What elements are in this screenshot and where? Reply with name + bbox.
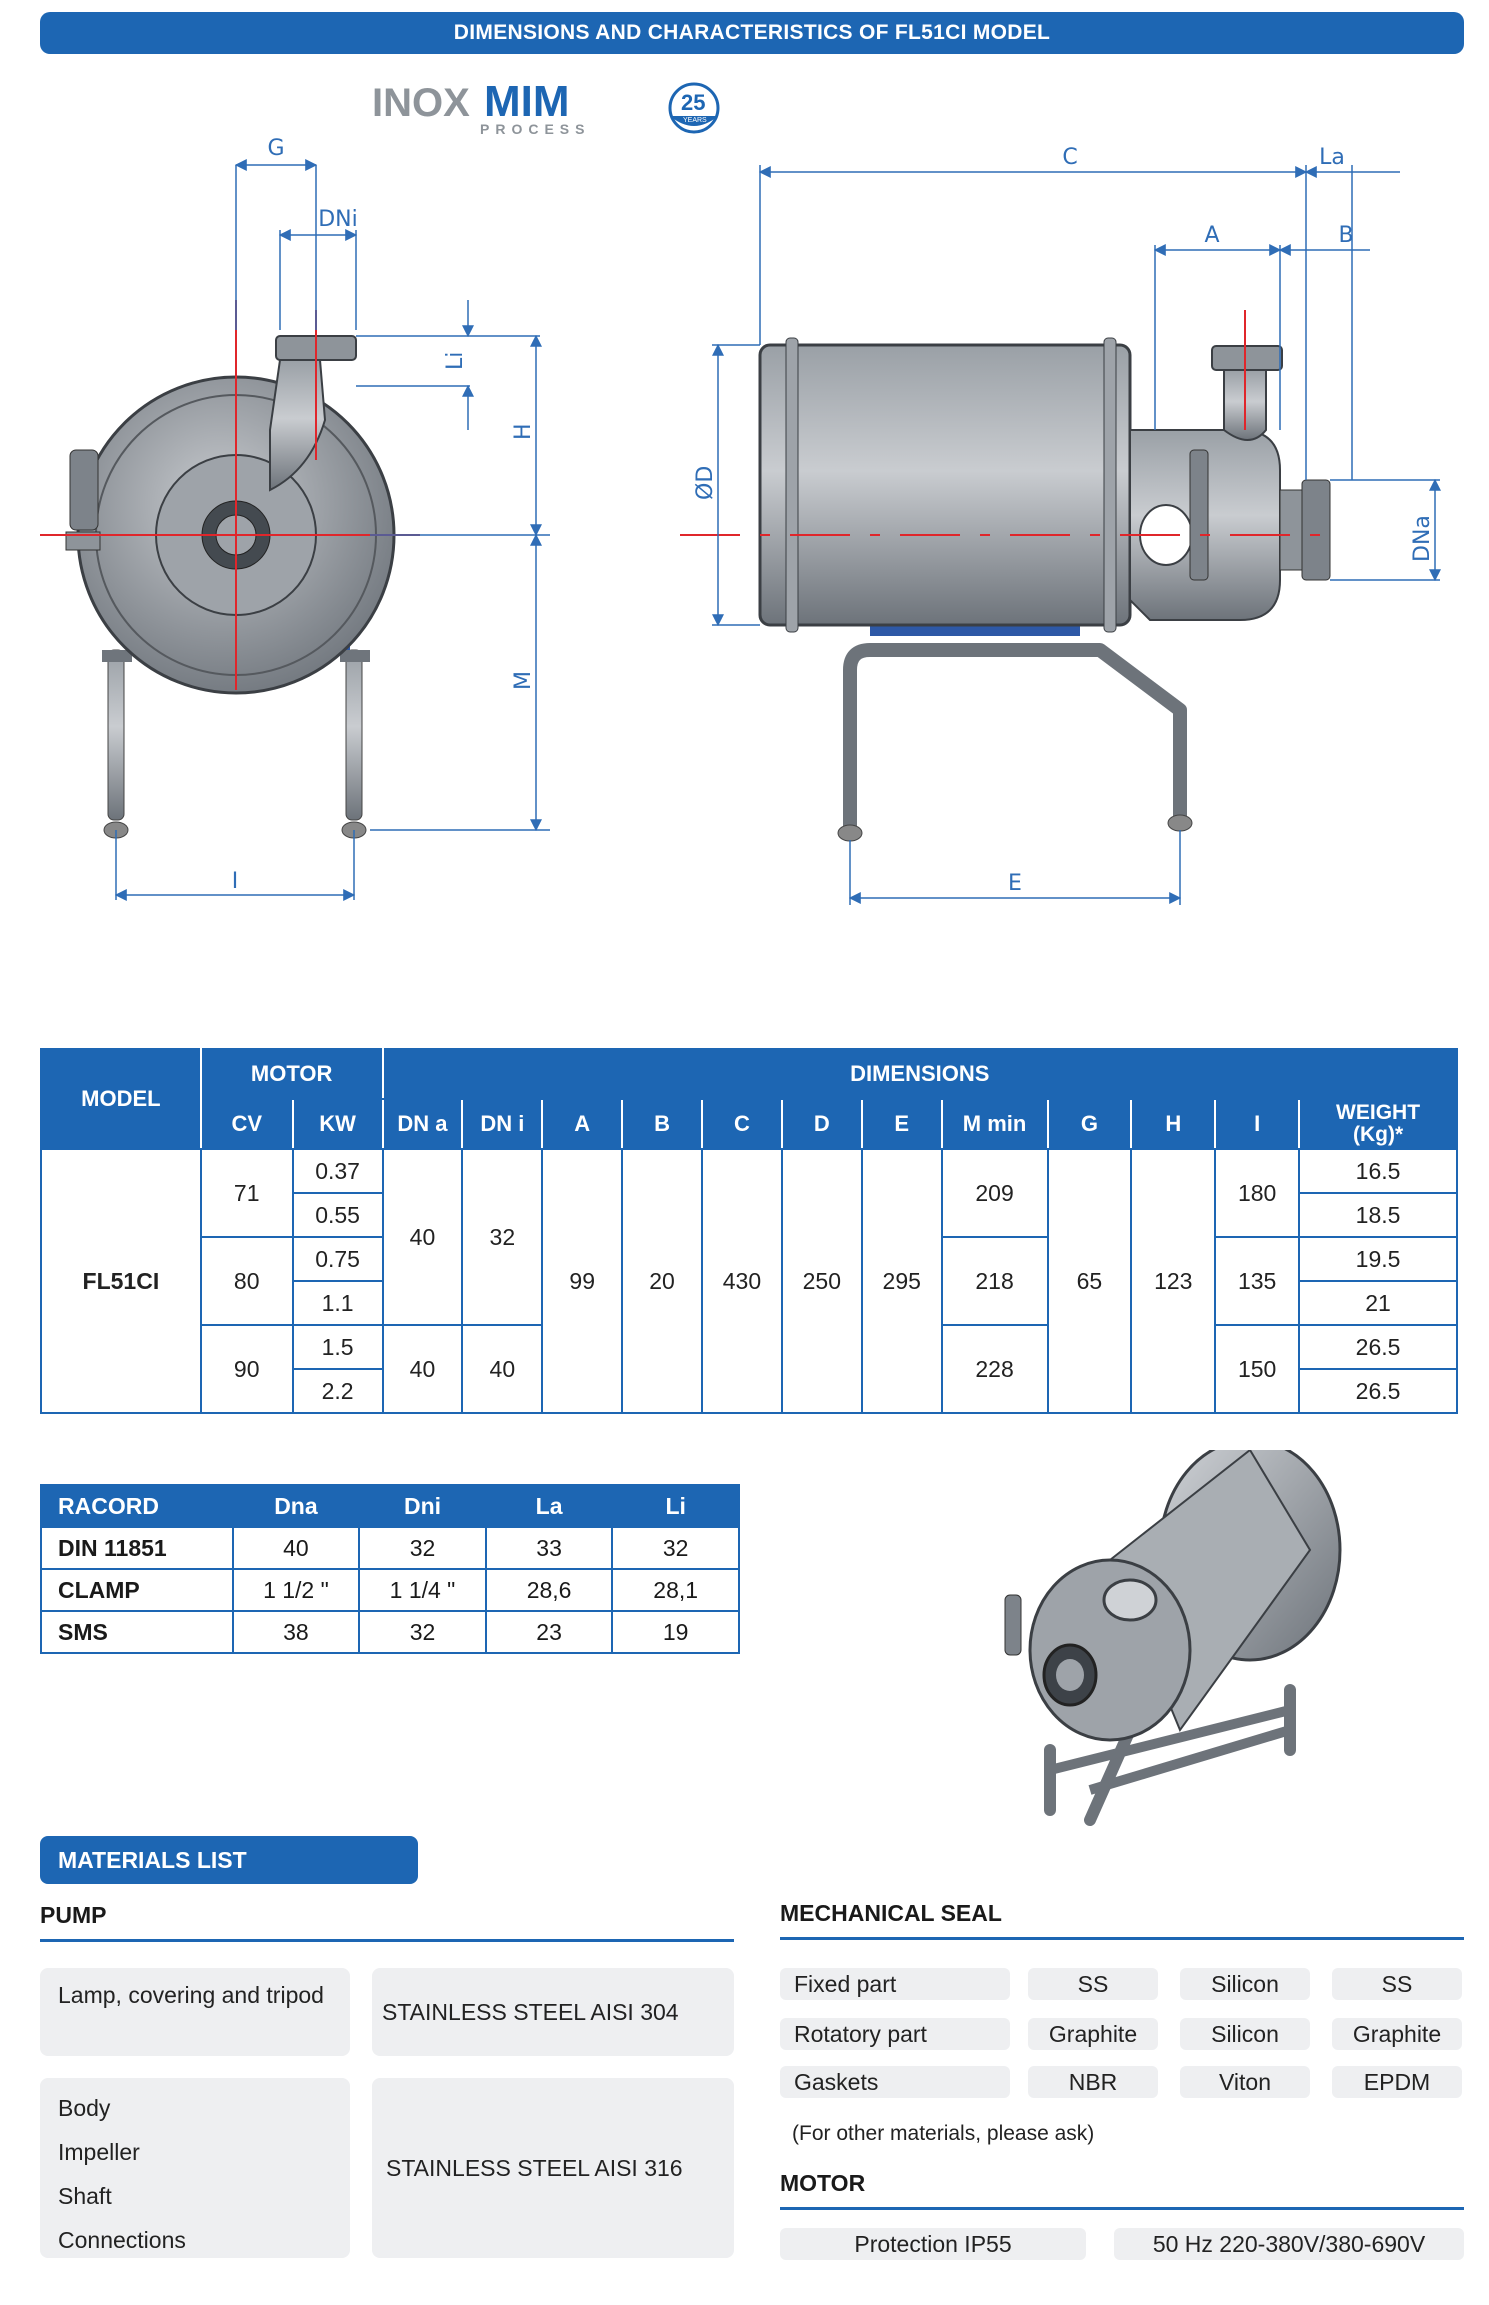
dim-label-a: A <box>1204 223 1220 248</box>
kw-cell: 1.5 <box>293 1325 383 1369</box>
cv-cell: 80 <box>201 1237 293 1325</box>
list-item: Shaft <box>58 2183 112 2209</box>
dim-label-li: Li <box>443 351 468 370</box>
header-motor: MOTOR <box>201 1049 383 1099</box>
seal-row-label: Rotatory part <box>780 2018 1010 2050</box>
motor-protection: Protection IP55 <box>780 2228 1086 2260</box>
header-h: H <box>1131 1099 1215 1149</box>
kw-cell: 0.75 <box>293 1237 383 1281</box>
i-cell: 150 <box>1215 1325 1299 1413</box>
pump-divider <box>40 1939 734 1942</box>
header-weight: WEIGHT (Kg)* <box>1299 1099 1457 1149</box>
dim-label-od: ØD <box>693 465 718 500</box>
dimensions-table <box>40 1048 1458 1414</box>
motor-voltage: 50 Hz 220-380V/380-690V <box>1114 2228 1464 2260</box>
header-i: I <box>1215 1099 1299 1149</box>
header-dna: DN a <box>383 1099 463 1149</box>
cv-cell: 90 <box>201 1325 293 1413</box>
logo-brand-left: INOX <box>372 81 470 125</box>
motor-divider <box>780 2207 1464 2210</box>
b-cell: 20 <box>622 1149 702 1413</box>
dni-cell: 32 <box>462 1149 542 1325</box>
weight-cell: 26.5 <box>1299 1369 1457 1413</box>
seal-cell: Silicon <box>1180 1968 1310 2000</box>
g-cell: 65 <box>1048 1149 1132 1413</box>
page-title: DIMENSIONS AND CHARACTERISTICS OF FL51CI MODEL <box>40 12 1464 54</box>
kw-cell: 2.2 <box>293 1369 383 1413</box>
materials-list-title: MATERIALS LIST <box>40 1836 418 1884</box>
kw-cell: 1.1 <box>293 1281 383 1325</box>
header-dni: DN i <box>462 1099 542 1149</box>
weight-cell: 16.5 <box>1299 1149 1457 1193</box>
logo-brand-right: MIM <box>484 77 570 126</box>
seal-cell: Graphite <box>1332 2018 1462 2050</box>
table-row: DIN 11851 40 32 33 32 <box>41 1527 739 1569</box>
seal-divider <box>780 1937 1464 1940</box>
racord-header: Dna <box>233 1485 360 1527</box>
side-view <box>680 145 1440 905</box>
dni-cell: 40 <box>462 1325 542 1413</box>
logo-badge: 25 <box>681 90 706 115</box>
front-view <box>40 136 550 900</box>
racord-table <box>40 1484 740 1654</box>
dim-label-m: M <box>511 671 536 690</box>
mmin-cell: 228 <box>942 1325 1048 1413</box>
header-a: A <box>542 1099 622 1149</box>
seal-note: (For other materials, please ask) <box>792 2122 1095 2145</box>
logo-badge-sub: YEARS <box>683 117 707 124</box>
pump-material-group-1: STAINLESS STEEL AISI 304 <box>372 1968 734 2056</box>
dim-label-e: E <box>1008 871 1022 896</box>
seal-cell: SS <box>1028 1968 1158 2000</box>
weight-cell: 26.5 <box>1299 1325 1457 1369</box>
seal-cell: Viton <box>1180 2066 1310 2098</box>
seal-row-label: Fixed part <box>780 1968 1010 2000</box>
header-e: E <box>862 1099 942 1149</box>
dna-cell: 40 <box>383 1149 463 1325</box>
pump-heading: PUMP <box>40 1902 107 1928</box>
pump-illustration <box>990 1450 1390 1870</box>
pump-parts-group-1: Lamp, covering and tripod <box>40 1968 350 2056</box>
dim-label-dni: DNi <box>318 207 358 232</box>
pump-parts-group-2 <box>40 2078 350 2258</box>
dna-cell: 40 <box>383 1325 463 1413</box>
i-cell: 135 <box>1215 1237 1299 1325</box>
seal-cell: Silicon <box>1180 2018 1310 2050</box>
motor-heading: MOTOR <box>780 2170 866 2196</box>
header-model: MODEL <box>41 1049 201 1149</box>
header-b: B <box>622 1099 702 1149</box>
mechanical-seal-heading: MECHANICAL SEAL <box>780 1900 1002 1926</box>
weight-cell: 19.5 <box>1299 1237 1457 1281</box>
racord-header: Li <box>612 1485 739 1527</box>
seal-cell: Graphite <box>1028 2018 1158 2050</box>
racord-header: RACORD <box>41 1485 233 1527</box>
d-cell: 250 <box>782 1149 862 1413</box>
seal-cell: EPDM <box>1332 2066 1462 2098</box>
seal-row-label: Gaskets <box>780 2066 1010 2098</box>
pump-material-group-2: STAINLESS STEEL AISI 316 <box>372 2078 734 2258</box>
list-item: Body <box>58 2095 111 2121</box>
dim-label-c: C <box>1062 145 1078 170</box>
header-c: C <box>702 1099 782 1149</box>
logo-sub: PROCESS <box>480 121 591 137</box>
dim-label-i: I <box>231 869 239 894</box>
model-cell: FL51CI <box>41 1149 201 1413</box>
c-cell: 430 <box>702 1149 782 1413</box>
e-cell: 295 <box>862 1149 942 1413</box>
dim-label-la: La <box>1319 145 1345 170</box>
header-cv: CV <box>201 1099 293 1149</box>
i-cell: 180 <box>1215 1149 1299 1237</box>
kw-cell: 0.37 <box>293 1149 383 1193</box>
header-mmin: M min <box>942 1099 1048 1149</box>
header-g: G <box>1048 1099 1132 1149</box>
racord-header: La <box>486 1485 613 1527</box>
weight-cell: 18.5 <box>1299 1193 1457 1237</box>
dim-label-g: G <box>267 136 285 161</box>
table-row: SMS 38 32 23 19 <box>41 1611 739 1653</box>
h-cell: 123 <box>1131 1149 1215 1413</box>
kw-cell: 0.55 <box>293 1193 383 1237</box>
dim-label-b: B <box>1338 223 1354 248</box>
technical-drawing <box>40 130 1464 950</box>
header-d: D <box>782 1099 862 1149</box>
list-item: Impeller <box>58 2139 140 2165</box>
racord-header: Dni <box>359 1485 486 1527</box>
list-item: Connections <box>58 2227 186 2253</box>
seal-cell: NBR <box>1028 2066 1158 2098</box>
weight-cell: 21 <box>1299 1281 1457 1325</box>
a-cell: 99 <box>542 1149 622 1413</box>
cv-cell: 71 <box>201 1149 293 1237</box>
dim-label-dna: DNa <box>1410 515 1435 562</box>
table-row: CLAMP 1 1/2 " 1 1/4 " 28,6 28,1 <box>41 1569 739 1611</box>
header-kw: KW <box>293 1099 383 1149</box>
mmin-cell: 218 <box>942 1237 1048 1325</box>
seal-cell: SS <box>1332 1968 1462 2000</box>
header-dimensions: DIMENSIONS <box>383 1049 1457 1099</box>
dim-label-h: H <box>511 423 536 440</box>
mmin-cell: 209 <box>942 1149 1048 1237</box>
